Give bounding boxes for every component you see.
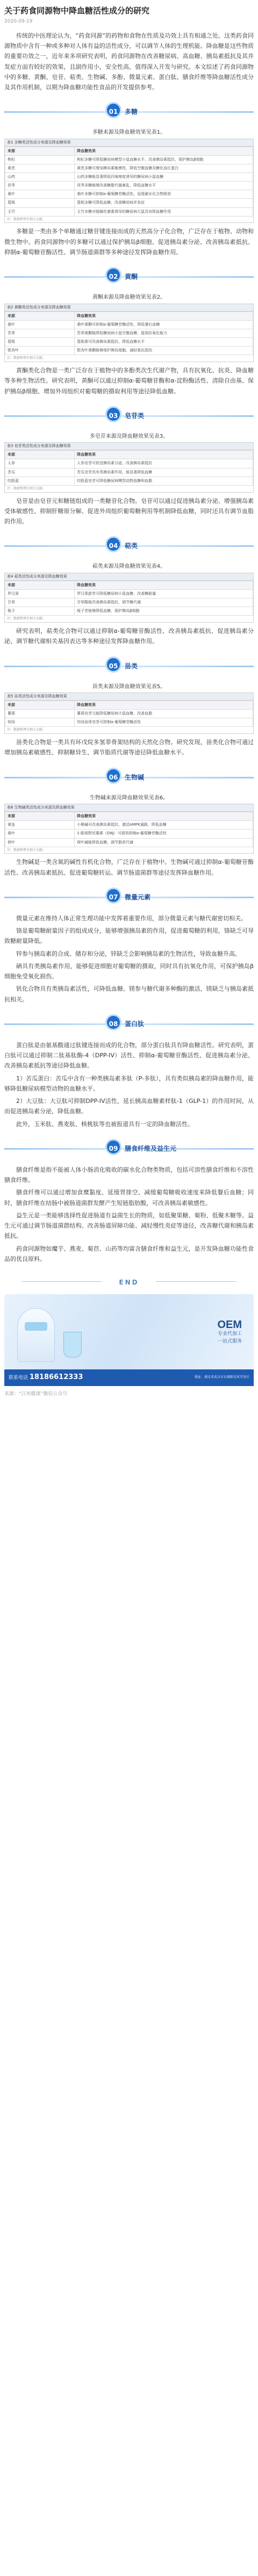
- table-row: [5, 338, 253, 347]
- table-cell: 桑叶黄酮可抑制α-葡萄糖苷酶活性，降低餐后血糖: [75, 320, 253, 329]
- table-cell: 葛根: [5, 338, 75, 347]
- section-title: 生物碱: [125, 773, 145, 781]
- table-row: [5, 598, 253, 607]
- data-table: [4, 804, 254, 854]
- table-header-cell: 降血糖效果: [75, 701, 253, 710]
- table-grid: [5, 147, 253, 217]
- table-note: 注：数据整理自相关文献。: [7, 848, 46, 852]
- table-grid: [5, 312, 253, 355]
- table-row: [5, 329, 253, 337]
- table-title: 表4 萜类活性成分来源及降血糖效果: [5, 573, 253, 581]
- source-note: 来源：“江州健康”微信公众号: [4, 1391, 68, 1397]
- table-note: 注：数据整理自相关文献。: [7, 217, 46, 221]
- table-title: 表1 多糖类活性成分来源及降血糖效果: [5, 139, 253, 147]
- section-paragraph: 甾类化合物是一类具有环戊烷多氢菲骨架结构的天然化合物。研究发现，甾类化合物可通过增加胰岛素敏感性、抑制糖异生、调节脂质代谢等途径降低血糖水平。: [4, 739, 254, 756]
- table-note: 注：数据整理自相关文献。: [7, 356, 46, 360]
- table-cell: 荷叶: [5, 838, 75, 847]
- face-mask-icon: [25, 1322, 47, 1331]
- table-cell: 苦瓜: [5, 468, 75, 477]
- section-header: [0, 654, 258, 678]
- table-cell: 栀子: [5, 607, 75, 616]
- table-row: [5, 182, 253, 190]
- section-header: [0, 404, 258, 428]
- table-header-cell: 降血糖效果: [75, 451, 253, 459]
- data-table: [4, 304, 254, 362]
- section-title: 萜类: [125, 542, 138, 550]
- section-paragraph: 微量元素在维持人体正常生理功能中发挥着重要作用，部分微量元素与糖代谢密切相关。: [16, 914, 247, 922]
- table-cell: 薯蓣皂苷元能降低糖尿病大鼠血糖，改善血脂: [75, 710, 253, 718]
- section-list-item: 1）苦瓜蛋白：苦瓜中含有一种类胰岛素多肽（P-多肽），具有类似胰岛素的降血糖作用，能够降低糖尿病模型动物的血糖水平。: [4, 1074, 254, 1092]
- table-row: [5, 477, 253, 485]
- contact-address: 地址：湖北省武汉市东湖新技术开发区: [194, 1375, 249, 1380]
- section-paragraph: 益生元是一类能够选择性促进肠道有益菌生长的物质，如低聚果糖、菊粉、低聚木糖等。益生元可通过调节肠道菌群结构、改善肠道屏障功能、减轻慢性炎症等途径，改善糖代谢和胰岛素抵抗。: [4, 1211, 254, 1240]
- table-cell: 黄芪多糖可增加胰岛素敏感性，降低空腹血糖及糖化血红蛋白: [75, 164, 253, 173]
- table-intro-caption: 黄酮来源及降血糖效果见表2。: [92, 294, 166, 301]
- table-row: [5, 710, 253, 718]
- promo-banner: [4, 1294, 254, 1369]
- section-title: 膳食纤维及益生元: [125, 1144, 177, 1152]
- table-cell: 银杏叶黄酮能够保护胰岛细胞，减轻氧化损伤: [75, 347, 253, 355]
- table-title: 表6 生物碱类活性成分来源及降血糖效果: [5, 804, 253, 812]
- section-paragraph: 硒具有类胰岛素作用，能够促进细胞对葡萄糖的摄取，同时具有抗氧化作用，可保护胰岛β细胞免受氧化损伤。: [4, 962, 254, 980]
- table-title: 表5 甾类活性成分来源及降血糖效果: [5, 693, 253, 701]
- section-number-badge: 08: [105, 1014, 121, 1030]
- table-header-cell: 降血糖效果: [75, 581, 253, 589]
- table-cell: 苦荞: [5, 329, 75, 337]
- table-cell: 山药: [5, 173, 75, 182]
- table-header-row: [5, 812, 253, 821]
- section-number-badge: 07: [105, 887, 121, 904]
- table-intro-caption: 甾类来源及降血糖效果见表5。: [92, 683, 166, 690]
- table-cell: 山药多糖能显著降低四氧嘧啶诱导的糖尿病小鼠血糖: [75, 173, 253, 182]
- section-number-badge: 01: [105, 102, 121, 118]
- table-header-cell: 来源: [5, 312, 75, 320]
- article-title: 关于药食同源物中降血糖活性成分的研究: [4, 6, 150, 16]
- table-row: [5, 607, 253, 616]
- table-header-cell: 来源: [5, 451, 75, 459]
- section-number-badge: 02: [105, 267, 121, 283]
- table-row: [5, 829, 253, 838]
- table-cell: 桑叶: [5, 190, 75, 199]
- section-number-badge: 03: [105, 406, 121, 422]
- section-title: 黄酮: [125, 273, 138, 281]
- contact-phone-group: [9, 1372, 83, 1384]
- table-note: 注：数据整理自相关文献。: [7, 486, 46, 490]
- table-cell: 甘草酸能改善胰岛素抵抗，调节糖代谢: [75, 598, 253, 607]
- oem-subtitle: [218, 1331, 242, 1345]
- section-paragraph: 生物碱是一类含氮的碱性有机化合物，广泛存在于植物中。生物碱可通过抑制α-葡萄糖苷酶活性、改善胰岛素抵抗、促进葡萄糖转运、调节肠道菌群等途径发挥降血糖作用。: [4, 858, 254, 876]
- data-table: [4, 573, 254, 623]
- contact-phone[interactable]: 18186612333: [29, 1373, 83, 1382]
- table-cell: 薯蓣: [5, 710, 75, 718]
- table-note: 注：数据整理自相关文献。: [7, 728, 46, 732]
- table-cell: 绞股蓝: [5, 477, 75, 485]
- section-header: [0, 534, 258, 558]
- section-header: [0, 265, 258, 288]
- table-row: [5, 838, 253, 847]
- intro: [0, 31, 258, 93]
- section-list-item: 2）大豆肽：大豆肽可抑制DPP-IV活性，延长胰高血糖素样肽-1（GLP-1）的作用时间，从而促进胰岛素分泌，降低血糖。: [4, 1098, 254, 1115]
- article-date: 2020-09-19: [4, 19, 33, 24]
- table-note: 注：数据整理自相关文献。: [7, 617, 46, 621]
- table-cell: 苦瓜皂苷具有类胰岛素作用，能显著降低血糖: [75, 468, 253, 477]
- section-paragraph: 研究表明，萜类化合物可以通过抑制α-葡萄糖苷酶活性、改善胰岛素抵抗、促进胰岛素分泌、调节糖代谢相关基因表达等多种途径发挥降血糖作用。: [4, 627, 254, 645]
- table-intro-caption: 多皂苷来源及降血糖效果见表3。: [89, 433, 169, 439]
- table-cell: 枸杞多糖可降低糖尿病模型小鼠血糖水平，改善胰岛素抵抗，保护胰岛β细胞: [75, 155, 253, 164]
- section-paragraph: 皂苷是由皂苷元和糖链组成的一类糖苷化合物。皂苷可以通过促进胰岛素分泌、增强胰岛素受体敏感性、抑制肝糖原分解、促进外周组织葡萄糖利用等机制降低血糖，同时还具有调节血脂的作用。: [4, 497, 254, 525]
- end-divider: [0, 1274, 258, 1290]
- table-row: [5, 718, 253, 727]
- table-cell: 黄连: [5, 821, 75, 829]
- section-number-badge: 04: [105, 536, 121, 552]
- flask-icon: [63, 1332, 82, 1358]
- section-title: 蛋白肽: [125, 1020, 145, 1028]
- table-cell: 人参皂苷可促进胰岛素分泌，改善胰岛素抵抗: [75, 459, 253, 468]
- table-row: [5, 199, 253, 207]
- table-row: [5, 459, 253, 468]
- table-cell: 玉竹多糖对链脲佐菌素诱导的糖尿病大鼠具有降血糖作用: [75, 207, 253, 216]
- oem-sub-line-2: 一站式服务: [217, 1338, 242, 1344]
- sections: [0, 100, 258, 1264]
- table-header-row: [5, 451, 253, 459]
- table-cell: 葛根: [5, 199, 75, 207]
- section-paragraph: 多糖是一类由多个单糖通过糖苷键连接而成的天然高分子化合物，广泛存在于植物、动物和微生物中。药食同源物中的多糖可以通过保护胰岛β细胞、促进胰岛素分泌、改善胰岛素抵抗、抑制α-葡萄糖苷酶活性、调节肠道菌群等多种途径发挥降血糖作用。: [4, 228, 254, 256]
- table-cell: 荷叶碱能降低血糖，调节脂质代谢: [75, 838, 253, 847]
- table-cell: 苦荞黄酮能降低糖尿病小鼠空腹血糖，提高抗氧化能力: [75, 329, 253, 337]
- table-row: [5, 207, 253, 216]
- section-paragraph: 药食同源物如魔芋、燕麦、菊苣、山药等均富含膳食纤维和益生元，是开发降血糖功能性食品的优良原料。: [4, 1245, 254, 1262]
- section-paragraph: 锌参与胰岛素的合成、储存和分泌，锌缺乏会影响胰岛素的生物活性，导致血糖升高。: [16, 950, 241, 957]
- table-cell: 罗汉果: [5, 589, 75, 598]
- data-table: [4, 692, 254, 734]
- section-header: [0, 885, 258, 909]
- table-header-cell: 降血糖效果: [75, 312, 253, 320]
- section-number-badge: 06: [105, 768, 121, 784]
- table-row: [5, 164, 253, 173]
- table-header-cell: 降血糖效果: [75, 147, 253, 155]
- table-cell: 知母甾体皂苷可抑制α-葡萄糖苷酶活性: [75, 718, 253, 727]
- table-header-row: [5, 147, 253, 155]
- table-title: 表3 皂苷类活性成分来源及降血糖效果: [5, 443, 253, 450]
- section-header: [0, 766, 258, 789]
- section-header: [0, 1137, 258, 1160]
- table-intro-caption: 生物碱来源及降血糖效果见表6。: [89, 795, 169, 801]
- section-paragraph: 铬是葡萄糖耐量因子的组成成分，能够增强胰岛素的作用，促进葡萄糖的利用，铬缺乏可导致糖耐量降低。: [4, 927, 254, 945]
- table-grid: [5, 812, 253, 847]
- table-cell: 甘草: [5, 598, 75, 607]
- table-intro-caption: 萜类来源及降血糖效果见表4。: [92, 564, 166, 570]
- table-cell: 知母: [5, 718, 75, 727]
- contact-label: 联系电话: [9, 1375, 28, 1381]
- end-line-right: [156, 1281, 236, 1282]
- section-paragraph: 膳食纤维可以通过增加食糜黏度、延缓胃排空、减缓葡萄糖吸收速度来降低餐后血糖；同时，膳食纤维在结肠中被肠道菌群发酵产生短链脂肪酸，可改善胰岛素敏感性。: [4, 1189, 254, 1207]
- contact-bar: [4, 1369, 254, 1386]
- table-cell: 罗汉果甜苷可降低糖尿病小鼠血糖，改善糖耐量: [75, 589, 253, 598]
- table-grid: [5, 581, 253, 616]
- intro-paragraph: 传统的中医理论认为，“药食同源”的药物和食物在性质及功效上具有相通之处。这类药食同源物质中含有一种或多种对人体有益的活性成分，可以调节人体的生理机能。降血糖是这些物质的重要功效之一，近年来多项研究表明，药食同源物在改善糖尿病、高血糖、胰岛素抵抗及其并发症方面有较好的效果，且副作用小，安全性高，值得深入开发与研究。本文综述了药食同源物中的多糖、黄酮、皂苷、萜类、生物碱、多酚、微量元素、蛋白肽、膳食纤维等降血糖活性成分及其作用机制，以期为降血糖功能性食品的开发提供参考。: [4, 32, 254, 91]
- table-row: [5, 589, 253, 598]
- section-title: 微量元素: [125, 893, 151, 901]
- table-header-row: [5, 701, 253, 710]
- table-row: [5, 155, 253, 164]
- table-header-cell: 降血糖效果: [75, 812, 253, 821]
- table-grid: [5, 701, 253, 727]
- section-header: [0, 1012, 258, 1036]
- table-row: [5, 347, 253, 355]
- table-intro-caption: 多糖来源及降血糖效果见表1。: [92, 129, 166, 136]
- table-cell: 桑叶多糖可抑制α-葡萄糖苷酶活性，延缓碳水化合物吸收: [75, 190, 253, 199]
- oem-logo: OEM: [217, 1319, 242, 1331]
- section-number-badge: 09: [105, 1139, 121, 1155]
- table-header-cell: 来源: [5, 701, 75, 710]
- section-paragraph: 蛋白肽是由氨基酸通过肽键连接而成的化合物，部分蛋白肽具有降血糖活性。研究表明，蛋白肽可以通过抑制二肽基肽酶-4（DPP-IV）活性、抑制α-葡萄糖苷酶活性、促进胰岛素分泌、改善胰岛素抵抗等途径降低血糖。: [4, 1041, 254, 1070]
- section-paragraph: 膳食纤维是指不能被人体小肠消化吸收的碳水化合物类物质，包括可溶性膳食纤维和不溶性膳食纤维。: [4, 1166, 254, 1184]
- table-cell: 黄芪: [5, 164, 75, 173]
- table-header-row: [5, 581, 253, 589]
- table-cell: 葛根多糖可降低血糖，改善糖尿病并发症: [75, 199, 253, 207]
- table-cell: 葛根素可改善胰岛素抵抗，降低血糖水平: [75, 338, 253, 347]
- table-header-cell: 来源: [5, 147, 75, 155]
- section-number-badge: 05: [105, 656, 121, 673]
- table-header-cell: 来源: [5, 581, 75, 589]
- table-cell: 人参: [5, 459, 75, 468]
- table-cell: 玉竹: [5, 207, 75, 216]
- data-table: [4, 139, 254, 223]
- section-title: 多糖: [125, 108, 138, 116]
- table-cell: 小檗碱可改善胰岛素抵抗，激活AMPK通路，降低血糖: [75, 821, 253, 829]
- section-paragraph: 黄酮类化合物是一类广泛存在于植物中的多酚类次生代谢产物，具有抗氧化、抗炎、降血糖等多种生物活性。研究表明，黄酮可以通过抑制α-葡萄糖苷酶和α-淀粉酶活性、清除自由基、保护胰岛β细胞、增加外周组织对葡萄糖的摄取利用等途径降低血糖。: [4, 367, 254, 395]
- table-cell: 银杏叶: [5, 347, 75, 355]
- table-cell: 茯苓: [5, 182, 75, 190]
- section-header: [0, 100, 258, 124]
- table-cell: 茯苓多糖能够改善糖脂代谢紊乱，降低血糖水平: [75, 182, 253, 190]
- section-paragraph: 钒化合物具有类胰岛素活性，可降低血糖。镁参与糖代谢多种酶的激活，镁缺乏与胰岛素抵抗相关。: [4, 985, 254, 1003]
- table-row: [5, 468, 253, 477]
- table-grid: [5, 450, 253, 485]
- table-header-row: [5, 312, 253, 320]
- table-cell: 桑叶: [5, 829, 75, 838]
- table-cell: 枸杞: [5, 155, 75, 164]
- table-row: [5, 173, 253, 182]
- section-paragraph: 此外，玉米肽、燕麦肽、核桃肽等也被报道具有一定的降血糖活性。: [16, 1120, 194, 1128]
- table-row: [5, 320, 253, 329]
- table-row: [5, 190, 253, 199]
- oem-sub-line-1: 专业代加工: [217, 1331, 242, 1337]
- table-cell: 绞股蓝皂苷可降低糖尿病模型动物血糖和血脂: [75, 477, 253, 485]
- section-title: 皂苷类: [125, 412, 145, 420]
- section-title: 甾类: [125, 662, 138, 670]
- lab-worker-illustration: [17, 1308, 55, 1362]
- table-row: [5, 821, 253, 829]
- end-word: END: [119, 1279, 139, 1287]
- table-cell: 栀子苷能够降低血糖，保护胰岛β细胞: [75, 607, 253, 616]
- data-table: [4, 442, 254, 492]
- table-header-cell: 来源: [5, 812, 75, 821]
- table-cell: 桑叶: [5, 320, 75, 329]
- table-cell: 1-脱氧野尻霉素（DNJ）可强效抑制α-葡萄糖苷酶活性: [75, 829, 253, 838]
- table-title: 表2 黄酮类活性成分来源及降血糖效果: [5, 304, 253, 312]
